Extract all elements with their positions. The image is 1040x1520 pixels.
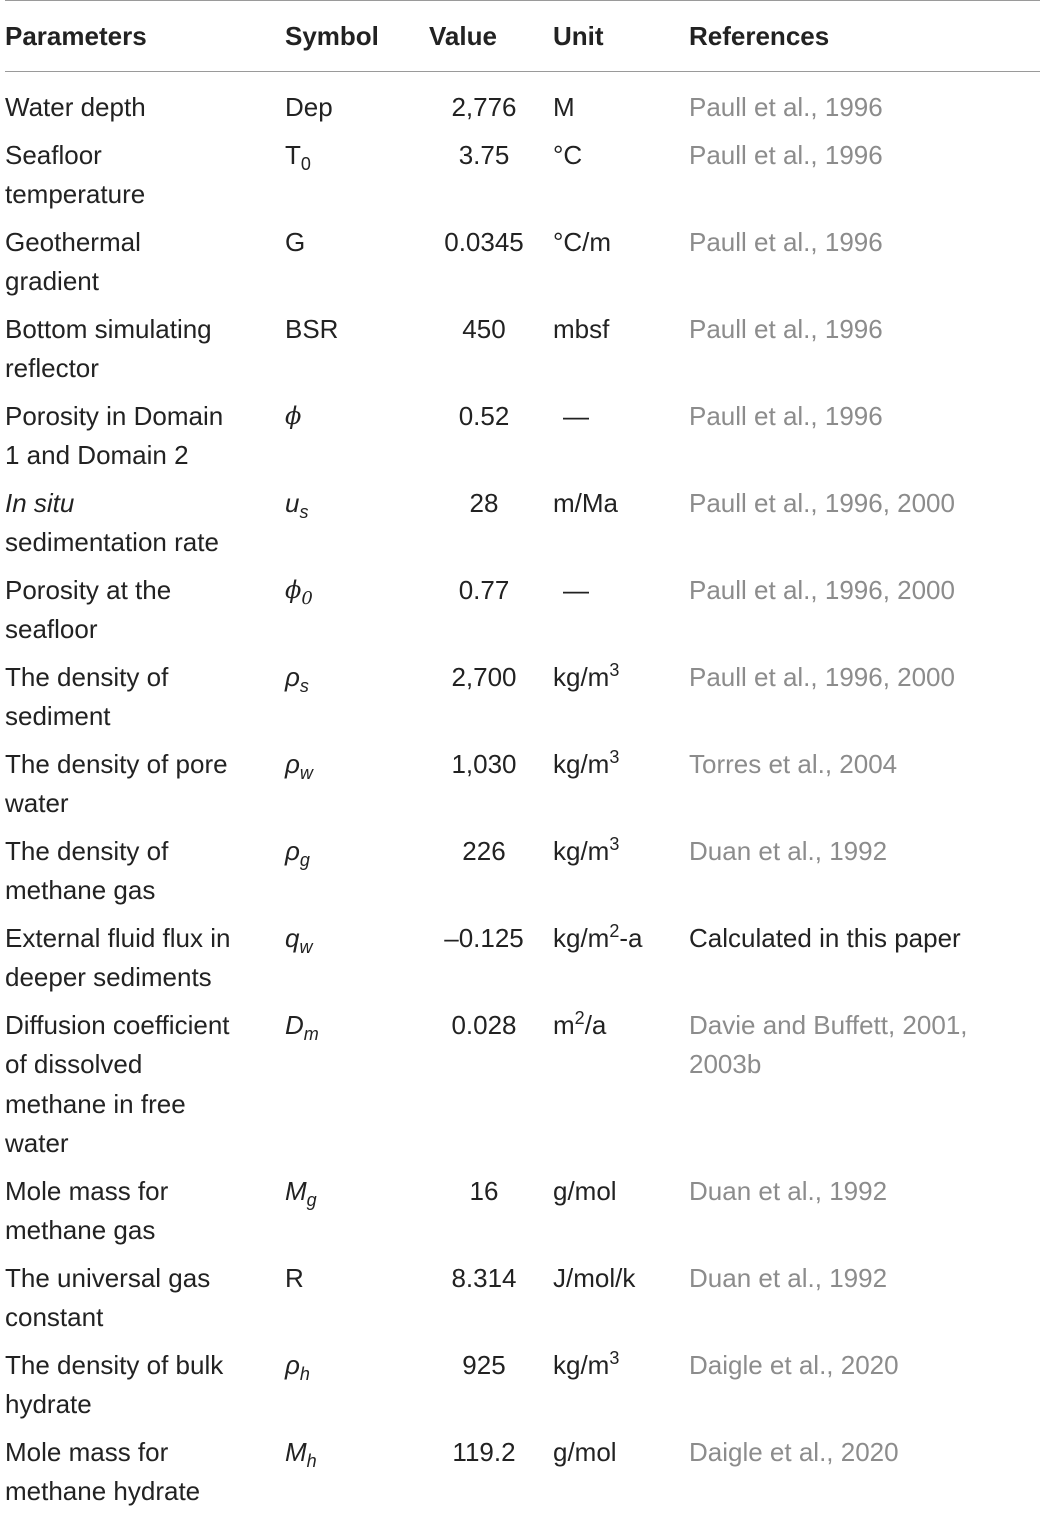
table-row <box>5 1346 1040 1433</box>
table-row <box>5 1006 1040 1172</box>
unit-cell <box>553 832 689 919</box>
param-line: methane gas <box>5 1215 156 1245</box>
unit-cell <box>553 397 689 484</box>
symbol-cell: ϕ <box>285 401 302 430</box>
table-row <box>5 484 1040 571</box>
symbol-subscript: h <box>306 1450 317 1471</box>
value-cell: 119.2 <box>452 1436 516 1467</box>
param-line: Mole mass for <box>5 1436 169 1467</box>
value-cell: 450 <box>462 313 506 344</box>
unit-cell: g/mol <box>553 1175 617 1206</box>
reference-cell: Paull et al., 1996, 2000 <box>689 487 955 518</box>
table-header <box>5 1 1040 72</box>
reference-line: 2003b <box>689 1049 762 1079</box>
symbol-subscript: 0 <box>300 153 311 174</box>
table-row <box>5 571 1040 658</box>
unit-superscript: 3 <box>609 1347 620 1368</box>
unit-base: kg/m <box>553 835 610 866</box>
reference-cell: Daigle et al., 2020 <box>689 1436 899 1467</box>
symbol-subscript: s <box>299 675 309 696</box>
param-line: sedimentation rate <box>5 527 219 557</box>
param-line: Mole mass for <box>5 1175 169 1206</box>
symbol-cell <box>285 658 415 745</box>
unit-superscript: 3 <box>609 746 620 767</box>
unit-dash: — <box>563 400 589 431</box>
table-row <box>5 832 1040 919</box>
param-line: Bottom simulating <box>5 313 212 344</box>
unit-cell: M <box>553 92 575 122</box>
symbol-subscript: s <box>299 501 309 522</box>
table-row <box>5 136 1040 223</box>
symbol-base: T <box>285 139 301 170</box>
param-cell <box>5 1259 285 1346</box>
value-cell: 0.0345 <box>444 226 524 257</box>
param-cell <box>5 397 285 484</box>
param-line: The universal gas <box>5 1262 211 1293</box>
param-line: hydrate <box>5 1389 92 1419</box>
reference-cell: Paull et al., 1996, 2000 <box>689 574 955 605</box>
param-line: reflector <box>5 353 99 383</box>
reference-cell: Duan et al., 1992 <box>689 835 888 866</box>
unit-superscript: 3 <box>609 659 620 680</box>
table-row <box>5 745 1040 832</box>
symbol-cell <box>285 1433 415 1520</box>
param-line: deeper sediments <box>5 962 212 992</box>
unit-cell: J/mol/k <box>553 1262 636 1293</box>
reference-cell: Torres et al., 2004 <box>689 748 898 779</box>
unit-cell: g/mol <box>553 1436 617 1467</box>
param-cell <box>5 832 285 919</box>
symbol-base: D <box>285 1009 304 1040</box>
param-line: gradient <box>5 266 99 296</box>
symbol-base: M <box>285 1175 307 1206</box>
unit-cell <box>553 571 689 658</box>
value-cell: 8.314 <box>451 1262 517 1293</box>
symbol-cell <box>285 832 415 919</box>
param-line: water <box>5 1128 69 1158</box>
symbol-base: ρ <box>285 835 300 866</box>
param-line: water <box>5 788 69 818</box>
header-unit: Unit <box>553 20 604 51</box>
symbol-cell <box>285 136 415 223</box>
symbol-cell: G <box>285 226 306 257</box>
symbol-base: ρ <box>285 661 300 692</box>
symbol-base: ρ <box>285 1349 300 1380</box>
symbol-base: M <box>285 1436 307 1467</box>
table-row <box>5 1433 1040 1520</box>
symbol-subscript: g <box>306 1189 317 1210</box>
reference-cell: Daigle et al., 2020 <box>689 1349 899 1380</box>
symbol-subscript: 0 <box>301 587 313 609</box>
value-cell: 0.52 <box>458 400 510 431</box>
symbol-cell <box>285 571 415 658</box>
table-row <box>5 72 1040 136</box>
param-cell <box>5 1433 285 1520</box>
param-cell <box>5 1172 285 1259</box>
symbol-cell <box>285 745 415 832</box>
param-line: methane in free <box>5 1088 186 1119</box>
table-body <box>5 72 1040 1520</box>
table-row <box>5 397 1040 484</box>
param-cell <box>5 484 285 571</box>
unit-dash: — <box>563 574 589 605</box>
header-row <box>5 1 1040 72</box>
symbol-base: ϕ <box>285 575 302 604</box>
param-line: The density of pore <box>5 748 228 779</box>
symbol-base: q <box>285 922 300 953</box>
symbol-cell <box>285 1346 415 1433</box>
param-cell: Water depth <box>5 92 146 122</box>
unit-superscript: 2 <box>574 1007 585 1028</box>
symbol-cell <box>285 919 415 1006</box>
param-line: Seafloor <box>5 139 102 170</box>
symbol-subscript: m <box>303 1023 319 1044</box>
param-line: The density of <box>5 835 169 866</box>
value-cell: –0.125 <box>444 922 524 953</box>
table-row <box>5 919 1040 1006</box>
symbol-cell: Dep <box>285 92 333 122</box>
table-row <box>5 310 1040 397</box>
header-symbol: Symbol <box>285 20 379 51</box>
value-cell: 3.75 <box>458 139 510 170</box>
value-cell: 1,030 <box>451 748 517 779</box>
reference-cell: Paull et al., 1996 <box>689 400 883 431</box>
unit-base: kg/m <box>553 748 610 779</box>
header-value: Value <box>429 20 497 51</box>
symbol-cell <box>285 484 415 571</box>
param-cell <box>5 310 285 397</box>
unit-cell: °C/m <box>553 226 612 257</box>
param-cell <box>5 919 285 1006</box>
unit-tail: -a <box>619 922 643 953</box>
param-cell <box>5 658 285 745</box>
value-cell: 28 <box>469 487 499 518</box>
unit-cell <box>553 658 689 745</box>
symbol-base: u <box>285 487 300 518</box>
unit-tail: /a <box>584 1009 607 1040</box>
unit-base: kg/m <box>553 661 610 692</box>
unit-base: m <box>553 1009 575 1040</box>
parameters-table <box>5 0 1040 1520</box>
param-cell <box>5 745 285 832</box>
value-cell: 2,700 <box>451 661 517 692</box>
reference-cell <box>689 1006 1040 1172</box>
symbol-base: ρ <box>285 748 300 779</box>
param-cell <box>5 223 285 310</box>
param-cell <box>5 571 285 658</box>
symbol-subscript: g <box>299 849 310 870</box>
param-line: sediment <box>5 701 111 731</box>
reference-cell: Paull et al., 1996 <box>689 139 883 170</box>
unit-cell: °C <box>553 139 583 170</box>
reference-cell: Paull et al., 1996 <box>689 226 883 257</box>
param-line: Diffusion coefficient <box>5 1009 230 1040</box>
unit-base: kg/m <box>553 1349 610 1380</box>
symbol-subscript: h <box>299 1363 310 1384</box>
unit-cell <box>553 1346 689 1433</box>
symbol-cell: BSR <box>285 313 339 344</box>
value-cell: 0.028 <box>451 1009 517 1040</box>
table-row <box>5 1172 1040 1259</box>
param-line: Geothermal <box>5 226 141 257</box>
unit-cell <box>553 745 689 832</box>
param-line: constant <box>5 1302 104 1332</box>
reference-line: Davie and Buffett, 2001, <box>689 1009 968 1040</box>
param-cell <box>5 1346 285 1433</box>
unit-cell: mbsf <box>553 313 610 344</box>
symbol-cell <box>285 1172 415 1259</box>
unit-cell <box>553 919 689 1006</box>
symbol-subscript: w <box>299 762 313 783</box>
table-row <box>5 223 1040 310</box>
param-line: temperature <box>5 179 146 209</box>
param-line: methane gas <box>5 875 156 905</box>
param-cell <box>5 1006 285 1172</box>
value-cell: 16 <box>469 1175 499 1206</box>
param-cell <box>5 136 285 223</box>
reference-cell: Calculated in this paper <box>689 922 961 953</box>
param-line: seafloor <box>5 614 98 644</box>
symbol-cell: R <box>285 1262 304 1293</box>
unit-superscript: 2 <box>609 920 620 941</box>
reference-cell: Paull et al., 1996 <box>689 92 883 122</box>
symbol-subscript: w <box>299 936 313 957</box>
unit-cell <box>553 1006 689 1172</box>
reference-cell: Duan et al., 1992 <box>689 1262 888 1293</box>
table-row <box>5 1259 1040 1346</box>
param-line: The density of bulk <box>5 1349 224 1380</box>
reference-cell: Paull et al., 1996 <box>689 313 883 344</box>
param-line: methane hydrate <box>5 1476 201 1506</box>
reference-cell: Duan et al., 1992 <box>689 1175 888 1206</box>
value-cell: 226 <box>462 835 506 866</box>
value-cell: 2,776 <box>451 92 517 122</box>
unit-superscript: 3 <box>609 833 620 854</box>
param-line: External fluid flux in <box>5 922 231 953</box>
param-line: Porosity in Domain <box>5 400 224 431</box>
header-parameters: Parameters <box>5 20 147 51</box>
value-cell: 0.77 <box>458 574 510 605</box>
param-line: Porosity at the <box>5 574 172 605</box>
param-line: 1 and Domain 2 <box>5 440 189 470</box>
param-line: of dissolved <box>5 1049 143 1079</box>
reference-cell: Paull et al., 1996, 2000 <box>689 661 955 692</box>
header-references: References <box>689 20 830 51</box>
unit-base: kg/m <box>553 922 610 953</box>
value-cell: 925 <box>462 1349 506 1380</box>
param-line: In situ <box>5 487 75 518</box>
param-line: The density of <box>5 661 169 692</box>
table-row <box>5 658 1040 745</box>
symbol-cell <box>285 1006 415 1172</box>
unit-cell: m/Ma <box>553 487 618 518</box>
